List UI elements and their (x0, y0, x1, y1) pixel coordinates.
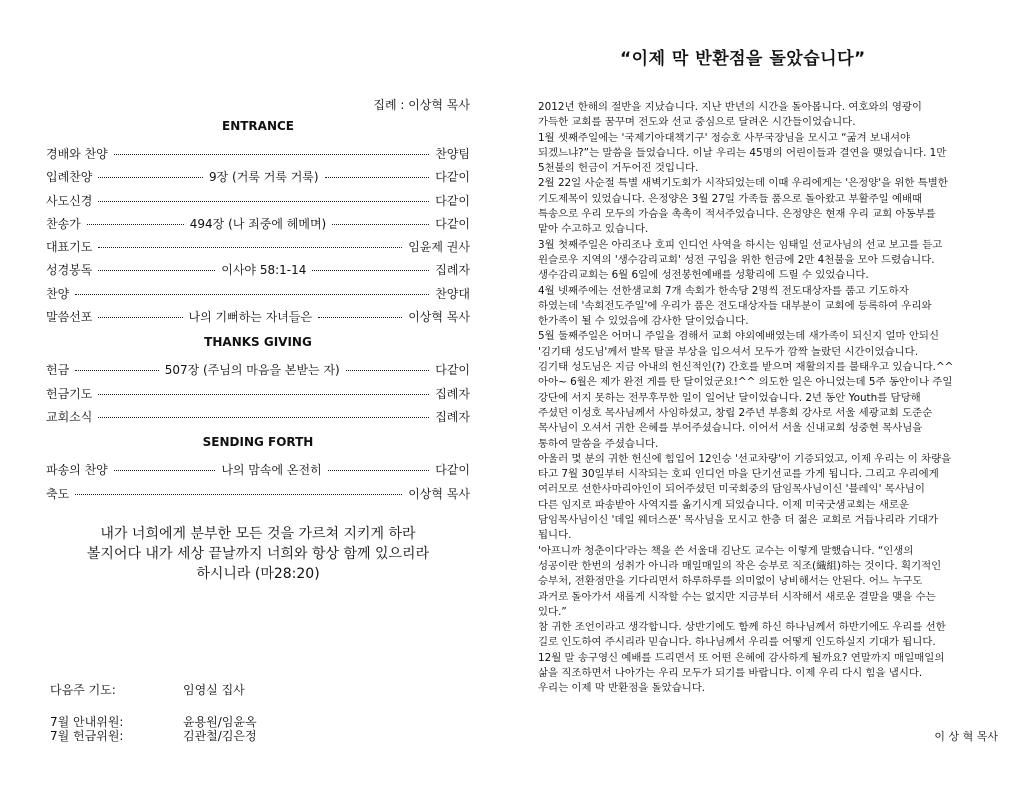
worship-item (46, 408, 470, 431)
item-label: 말씀선포 (46, 310, 93, 325)
body-line: '김기태 성도님'께서 발목 탈골 부상을 입으셔서 모두가 깜짝 놀랐던 시간이었습니다. (538, 345, 919, 358)
item-label: 교회소식 (46, 409, 93, 424)
body-line: 한가족이 될 수 있었음에 감사한 달이었습니다. (538, 315, 749, 328)
worship-item (46, 361, 470, 384)
body-line: 1월 셋째주일에는 '국제기아대책기구' 정승호 사무국장님을 모시고 “굶겨 보내셔야 (538, 131, 911, 144)
item-label: 헌금기도 (46, 386, 93, 401)
body-line: 목사님이 오셔서 귀한 은혜를 부어주셨습니다. 이어서 서울 신내교회 성중현 목사님을 (538, 422, 923, 435)
body-line: 3월 첫째주일은 아리조나 호피 인디언 사역을 하시는 임태일 선교사님의 선교 보고를 듣고 (538, 238, 943, 251)
verse-line: 내가 너희에게 분부한 모든 것을 가르쳐 지키게 하라 (100, 525, 416, 542)
item-leader: 다같이 (435, 170, 470, 185)
item-label: 파송의 찬양 (46, 463, 108, 478)
body-line: 가득한 교회를 꿈꾸며 전도와 선교 중심으로 달려온 시간들이었습니다. (538, 116, 856, 129)
verse-line: 볼지어다 내가 세상 끝날까지 너희와 항상 함께 있으리라 (86, 545, 430, 562)
item-leader: 다같이 (435, 216, 471, 231)
body-line: 강단에 서지 못하는 전무후무한 일이 일어난 달이었습니다. 2년 동안 Youth를 담당해 (538, 391, 921, 404)
item-leader: 다같이 (435, 363, 471, 378)
item-detail: 이사야 58:1-14 (221, 263, 307, 278)
item-label: 사도신경 (46, 193, 93, 208)
worship-item (46, 485, 470, 508)
item-label: 찬양 (46, 286, 70, 301)
dot-leader (318, 317, 402, 318)
pastor-signature: 이 상 혁 목사 (934, 730, 998, 743)
body-line: 아아~ 6월은 제가 완전 게를 탄 달이었군요!^^ 의도한 일은 아니었는데 5주 동안이나 주일 (538, 376, 953, 389)
item-leader: 집례자 (435, 263, 471, 278)
body-line: 성공이란 한번의 성취가 아니라 매일매일의 작은 승부로 직조(織組)하는 것이다. 획기적인 (538, 559, 942, 572)
dot-leader (114, 470, 216, 471)
item-detail: 494장 (나 죄중에 헤메며) (189, 216, 327, 231)
dot-leader (346, 370, 430, 371)
worship-item (46, 385, 470, 408)
body-line: 5월 둘째주일은 어머니 주일을 겸해서 교회 야외예배였는데 새가족이 되신지 얼마 안되신 (538, 330, 939, 343)
presider: 집례 : 이상혁 목사 (373, 98, 470, 112)
body-line: 맡아 수고하고 있습니다. (538, 223, 649, 236)
body-line: 12월 말 송구영신 예배를 드리면서 또 어떤 은혜에 감사하게 될까요? 연말까지 매일매일의 (538, 651, 945, 664)
dot-leader (98, 247, 402, 248)
dot-leader (98, 317, 182, 318)
body-line: 김기태 성도님은 지금 아내의 헌신적인(?) 간호를 받으며 재활의지를 불태우고 있습니다.^^ (538, 361, 954, 374)
body-line: 특송으로 우리 모두의 가슴을 촉촉이 적셔주었습니다. 은정양은 현재 우리 교회 아동부를 (538, 208, 936, 221)
body-line: 2월 22일 사순절 특별 새벽기도회가 시작되었는데 이때 우리에게는 '은정양'을 위한 특별한 (538, 177, 948, 190)
dot-leader (312, 270, 429, 271)
ushers-label: 7월 안내위원: (50, 715, 124, 729)
item-detail: 9장 (거룩 거룩 거룩) (209, 170, 319, 185)
worship-item (46, 308, 470, 331)
body-line: 아울러 몇 분의 귀한 헌신에 힘입어 12인승 '선교차량'이 기증되었고, 이제 우리는 이 차량을 (538, 452, 952, 465)
next-prayer-label: 다음주 기도: (50, 683, 116, 697)
item-detail: 507장 (주님의 마음을 본받는 자) (164, 363, 340, 378)
next-prayer-value: 임영실 집사 (183, 683, 245, 697)
item-leader: 임윤제 권사 (408, 240, 470, 255)
worship-item (46, 192, 470, 215)
dot-leader (332, 224, 429, 225)
body-line: 참 귀한 조언이라고 생각합니다. 상반기에도 함께 하신 하나님께서 하반기에도 우리를 선한 (538, 621, 946, 634)
dot-leader (98, 177, 203, 178)
item-label: 찬송가 (46, 216, 81, 231)
dot-leader (114, 154, 429, 155)
dot-leader (98, 270, 215, 271)
dot-leader (98, 201, 429, 202)
item-label: 축도 (46, 486, 70, 501)
body-line: 5천불의 헌금이 거두어진 것입니다. (538, 162, 699, 175)
body-line: 하였는데 '속회전도주일'에 우리가 품은 전도대상자들 대부분이 교회에 등록하여 우리와 (538, 299, 932, 312)
dot-leader (87, 224, 184, 225)
next-week-prayer (50, 681, 245, 698)
dot-leader (325, 177, 430, 178)
section-heading: ENTRANCE (222, 119, 294, 133)
body-line: 있다.” (538, 605, 567, 618)
item-leader: 이상혁 목사 (408, 486, 470, 501)
worship-item (46, 238, 470, 261)
dot-leader (75, 294, 429, 295)
body-line: 여러모로 선한사마리아인이 되어주셨던 미국회중의 담임목사님이신 '블레익' 목사님이 (538, 483, 925, 496)
body-line: 다른 임지로 파송받아 사역지를 옮기시게 되었습니다. 이제 미국굿샘교회는 새로운 (538, 498, 909, 511)
body-line: 기도제목이 있었습니다. 은정양은 3월 27일 가족들 품으로 돌아왔고 부활주일 예배때 (538, 192, 923, 205)
dot-leader (98, 417, 429, 418)
body-line: '아프니까 청춘이다'라는 책을 쓴 서울대 김난도 교수는 이렇게 말했습니다. “인생의 (538, 544, 914, 557)
item-leader: 집례자 (435, 386, 470, 401)
body-line: 타고 7월 30일부터 시작되는 호피 인디언 마을 단기선교를 가게 됩니다. 그리고 우리에게 (538, 468, 939, 481)
july-offering-team (50, 727, 257, 744)
item-leader: 집례자 (435, 409, 470, 424)
item-leader: 다같이 (435, 463, 470, 478)
dot-leader (75, 370, 159, 371)
item-detail: 나의 맘속에 온전히 (221, 463, 322, 478)
worship-item (46, 168, 470, 191)
body-line: 4월 넷째주에는 선한샘교회 7개 속회가 한속당 2명씩 전도대상자를 품고 기도하자 (538, 284, 909, 297)
dot-leader (328, 470, 430, 471)
dot-leader (98, 394, 429, 395)
item-leader: 이상혁 목사 (408, 310, 470, 325)
scripture-verse (46, 524, 470, 584)
body-line: 주셨던 이성호 목사님께서 사임하셨고, 창립 2주년 부흥회 강사로 서울 세광교회 도준순 (538, 406, 933, 419)
item-label: 경배와 찬양 (46, 147, 108, 161)
body-line: 통하여 말씀을 주셨습니다. (538, 437, 659, 450)
body-line: 과거로 돌아가서 새롭게 시작할 수는 없지만 지금부터 시작해서 새로운 결말을 맺을 수는 (538, 590, 936, 603)
order-of-worship (46, 96, 470, 584)
item-label: 대표기도 (46, 240, 93, 255)
offering-team-value: 김관철/김은정 (183, 729, 257, 743)
item-label: 입례찬양 (46, 170, 93, 185)
body-line: 윈슬로우 지역의 '생수감리교회' 성전 구입을 위한 헌금에 2만 4천불을 모아 드렸습니다. (538, 253, 935, 266)
body-line: 승부처, 전환점만을 기다리면서 하루하루를 의미없이 낭비해서는 안된다. 어느 누구도 (538, 575, 923, 588)
worship-item (46, 261, 470, 284)
item-label: 성경봉독 (46, 263, 93, 278)
dot-leader (75, 494, 402, 495)
verse-line: 하시니라 (마28:20) (196, 565, 320, 582)
ushers-value: 윤용원/임윤옥 (183, 715, 257, 729)
section-heading: THANKS GIVING (204, 335, 312, 350)
offering-team-label: 7월 헌금위원: (50, 729, 124, 743)
worship-sections (46, 119, 470, 508)
body-line: 길로 인도하여 주시리라 믿습니다. 하나님께서 우리를 어떻게 인도하실지 기대가 됩니다. (538, 636, 936, 649)
worship-item (46, 145, 470, 168)
item-leader: 찬양대 (435, 286, 470, 301)
worship-item (46, 461, 470, 484)
item-leader: 다같이 (435, 193, 470, 208)
worship-item (46, 215, 470, 238)
pastor-column-body (538, 100, 998, 697)
body-line: 2012년 한해의 절반을 지났습니다. 지난 반년의 시간을 돌아봅니다. 여호와의 영광이 (538, 101, 922, 113)
body-line: 삶을 직조하면서 나아가는 우리 모두가 되기를 바랍니다. 이제 우리 다시 힘을 냅시다. (538, 666, 923, 679)
item-label: 헌금 (46, 363, 70, 378)
body-line: 되겠느냐?”는 말씀을 들었습니다. 이날 우리는 45명의 어린이들과 결연을 맺었습니다. 1만 (538, 146, 947, 159)
body-line: 됩니다. (538, 529, 572, 542)
body-line: 생수감리교회는 6월 6일에 성전봉헌예배를 성황리에 드릴 수 있었습니다. (538, 269, 869, 282)
item-detail: 나의 기뻐하는 자녀들은 (188, 310, 313, 325)
worship-item (46, 285, 470, 308)
item-leader: 찬양팀 (435, 147, 470, 161)
body-line: 우리는 이제 막 반환점을 돌았습니다. (538, 682, 706, 695)
body-line: 담임목사님이신 '데일 웨더스푼' 목사님을 모시고 한층 더 젊은 교회로 거듭나리라 기대가 (538, 514, 939, 527)
section-heading: SENDING FORTH (202, 435, 314, 450)
column-title: “이제 막 반환점을 돌았습니다” (620, 49, 866, 69)
